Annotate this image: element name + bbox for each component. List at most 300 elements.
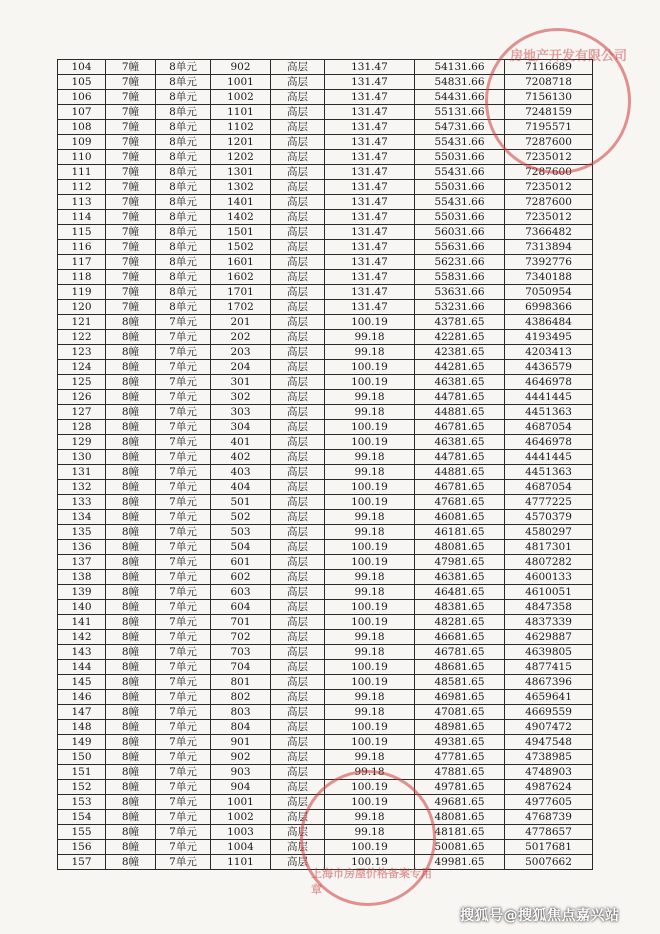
row-number-cell: 116 bbox=[58, 240, 106, 255]
unit-cell: 7单元 bbox=[156, 735, 211, 750]
type-cell: 高层 bbox=[271, 210, 325, 225]
row-number-cell: 138 bbox=[58, 570, 106, 585]
table-row bbox=[58, 375, 593, 390]
type-cell: 高层 bbox=[271, 660, 325, 675]
unit-price-cell: 44881.65 bbox=[415, 465, 505, 480]
unit-price-cell: 47981.65 bbox=[415, 555, 505, 570]
building-cell: 8幢 bbox=[106, 510, 156, 525]
type-cell: 高层 bbox=[271, 270, 325, 285]
table-row bbox=[58, 480, 593, 495]
row-number-cell: 141 bbox=[58, 615, 106, 630]
room-number-cell: 604 bbox=[211, 600, 271, 615]
room-number-cell: 1301 bbox=[211, 165, 271, 180]
building-cell: 8幢 bbox=[106, 345, 156, 360]
total-price-cell: 7116689 bbox=[505, 60, 593, 75]
unit-price-cell: 54431.66 bbox=[415, 90, 505, 105]
row-number-cell: 114 bbox=[58, 210, 106, 225]
table-row bbox=[58, 210, 593, 225]
table-row bbox=[58, 855, 593, 870]
area-cell: 100.19 bbox=[325, 660, 415, 675]
unit-price-cell: 55831.66 bbox=[415, 270, 505, 285]
room-number-cell: 501 bbox=[211, 495, 271, 510]
unit-cell: 8单元 bbox=[156, 165, 211, 180]
room-number-cell: 801 bbox=[211, 675, 271, 690]
unit-price-cell: 55031.66 bbox=[415, 150, 505, 165]
type-cell: 高层 bbox=[271, 750, 325, 765]
total-price-cell: 4646978 bbox=[505, 435, 593, 450]
building-cell: 7幢 bbox=[106, 210, 156, 225]
total-price-cell: 4837339 bbox=[505, 615, 593, 630]
type-cell: 高层 bbox=[271, 75, 325, 90]
area-cell: 131.47 bbox=[325, 150, 415, 165]
table-row bbox=[58, 600, 593, 615]
unit-cell: 7单元 bbox=[156, 645, 211, 660]
total-price-cell: 4203413 bbox=[505, 345, 593, 360]
unit-price-cell: 44881.65 bbox=[415, 405, 505, 420]
unit-cell: 8单元 bbox=[156, 270, 211, 285]
table-row bbox=[58, 135, 593, 150]
total-price-cell: 4907472 bbox=[505, 720, 593, 735]
area-cell: 131.47 bbox=[325, 270, 415, 285]
unit-cell: 7单元 bbox=[156, 750, 211, 765]
unit-price-cell: 50081.65 bbox=[415, 840, 505, 855]
total-price-cell: 4580297 bbox=[505, 525, 593, 540]
table-row bbox=[58, 195, 593, 210]
unit-price-cell: 53231.66 bbox=[415, 300, 505, 315]
room-number-cell: 1101 bbox=[211, 855, 271, 870]
price-table bbox=[57, 59, 593, 870]
unit-cell: 7单元 bbox=[156, 330, 211, 345]
unit-cell: 7单元 bbox=[156, 690, 211, 705]
unit-price-cell: 42381.65 bbox=[415, 345, 505, 360]
total-price-cell: 7392776 bbox=[505, 255, 593, 270]
room-number-cell: 1501 bbox=[211, 225, 271, 240]
type-cell: 高层 bbox=[271, 375, 325, 390]
building-cell: 8幢 bbox=[106, 780, 156, 795]
area-cell: 100.19 bbox=[325, 675, 415, 690]
unit-price-cell: 46381.65 bbox=[415, 435, 505, 450]
table-row bbox=[58, 420, 593, 435]
type-cell: 高层 bbox=[271, 435, 325, 450]
type-cell: 高层 bbox=[271, 120, 325, 135]
row-number-cell: 109 bbox=[58, 135, 106, 150]
row-number-cell: 145 bbox=[58, 675, 106, 690]
row-number-cell: 130 bbox=[58, 450, 106, 465]
room-number-cell: 701 bbox=[211, 615, 271, 630]
area-cell: 131.47 bbox=[325, 195, 415, 210]
unit-price-cell: 54131.66 bbox=[415, 60, 505, 75]
total-price-cell: 4687054 bbox=[505, 480, 593, 495]
room-number-cell: 302 bbox=[211, 390, 271, 405]
unit-cell: 7单元 bbox=[156, 675, 211, 690]
building-cell: 8幢 bbox=[106, 735, 156, 750]
row-number-cell: 134 bbox=[58, 510, 106, 525]
type-cell: 高层 bbox=[271, 390, 325, 405]
total-price-cell: 7366482 bbox=[505, 225, 593, 240]
table-row bbox=[58, 300, 593, 315]
area-cell: 100.19 bbox=[325, 495, 415, 510]
area-cell: 99.18 bbox=[325, 510, 415, 525]
row-number-cell: 129 bbox=[58, 435, 106, 450]
type-cell: 高层 bbox=[271, 60, 325, 75]
area-cell: 131.47 bbox=[325, 300, 415, 315]
building-cell: 8幢 bbox=[106, 450, 156, 465]
row-number-cell: 126 bbox=[58, 390, 106, 405]
row-number-cell: 152 bbox=[58, 780, 106, 795]
building-cell: 8幢 bbox=[106, 435, 156, 450]
table-row bbox=[58, 120, 593, 135]
room-number-cell: 201 bbox=[211, 315, 271, 330]
area-cell: 99.18 bbox=[325, 465, 415, 480]
total-price-cell: 4669559 bbox=[505, 705, 593, 720]
row-number-cell: 127 bbox=[58, 405, 106, 420]
room-number-cell: 1004 bbox=[211, 840, 271, 855]
total-price-cell: 4600133 bbox=[505, 570, 593, 585]
total-price-cell: 4777225 bbox=[505, 495, 593, 510]
table-row bbox=[58, 705, 593, 720]
row-number-cell: 112 bbox=[58, 180, 106, 195]
watermark: 搜狐号@搜狐焦点嘉兴站 bbox=[460, 908, 620, 924]
room-number-cell: 703 bbox=[211, 645, 271, 660]
unit-price-cell: 56031.66 bbox=[415, 225, 505, 240]
row-number-cell: 146 bbox=[58, 690, 106, 705]
room-number-cell: 1302 bbox=[211, 180, 271, 195]
area-cell: 131.47 bbox=[325, 120, 415, 135]
row-number-cell: 108 bbox=[58, 120, 106, 135]
building-cell: 8幢 bbox=[106, 765, 156, 780]
area-cell: 100.19 bbox=[325, 435, 415, 450]
unit-price-cell: 49981.65 bbox=[415, 855, 505, 870]
area-cell: 99.18 bbox=[325, 705, 415, 720]
building-cell: 8幢 bbox=[106, 600, 156, 615]
unit-cell: 7单元 bbox=[156, 435, 211, 450]
room-number-cell: 904 bbox=[211, 780, 271, 795]
area-cell: 100.19 bbox=[325, 480, 415, 495]
total-price-cell: 7248159 bbox=[505, 105, 593, 120]
type-cell: 高层 bbox=[271, 765, 325, 780]
total-price-cell: 4778657 bbox=[505, 825, 593, 840]
room-number-cell: 504 bbox=[211, 540, 271, 555]
area-cell: 99.18 bbox=[325, 825, 415, 840]
unit-cell: 7单元 bbox=[156, 765, 211, 780]
room-number-cell: 1002 bbox=[211, 810, 271, 825]
row-number-cell: 105 bbox=[58, 75, 106, 90]
room-number-cell: 1402 bbox=[211, 210, 271, 225]
total-price-cell: 4847358 bbox=[505, 600, 593, 615]
building-cell: 8幢 bbox=[106, 705, 156, 720]
area-cell: 99.18 bbox=[325, 390, 415, 405]
area-cell: 100.19 bbox=[325, 555, 415, 570]
table-row bbox=[58, 795, 593, 810]
room-number-cell: 1602 bbox=[211, 270, 271, 285]
building-cell: 8幢 bbox=[106, 585, 156, 600]
building-cell: 8幢 bbox=[106, 525, 156, 540]
area-cell: 100.19 bbox=[325, 420, 415, 435]
total-price-cell: 4386484 bbox=[505, 315, 593, 330]
total-price-cell: 4610051 bbox=[505, 585, 593, 600]
table-row bbox=[58, 570, 593, 585]
building-cell: 8幢 bbox=[106, 480, 156, 495]
type-cell: 高层 bbox=[271, 135, 325, 150]
area-cell: 131.47 bbox=[325, 255, 415, 270]
unit-cell: 7单元 bbox=[156, 660, 211, 675]
unit-cell: 8单元 bbox=[156, 120, 211, 135]
table-row bbox=[58, 690, 593, 705]
type-cell: 高层 bbox=[271, 360, 325, 375]
building-cell: 8幢 bbox=[106, 840, 156, 855]
total-price-cell: 7287600 bbox=[505, 165, 593, 180]
building-cell: 8幢 bbox=[106, 855, 156, 870]
area-cell: 100.19 bbox=[325, 795, 415, 810]
unit-price-cell: 48681.65 bbox=[415, 660, 505, 675]
row-number-cell: 118 bbox=[58, 270, 106, 285]
building-cell: 8幢 bbox=[106, 375, 156, 390]
area-cell: 100.19 bbox=[325, 840, 415, 855]
unit-cell: 8单元 bbox=[156, 195, 211, 210]
row-number-cell: 149 bbox=[58, 735, 106, 750]
area-cell: 131.47 bbox=[325, 180, 415, 195]
table-row bbox=[58, 840, 593, 855]
unit-price-cell: 44281.65 bbox=[415, 360, 505, 375]
unit-price-cell: 55431.66 bbox=[415, 195, 505, 210]
area-cell: 100.19 bbox=[325, 360, 415, 375]
total-price-cell: 7050954 bbox=[505, 285, 593, 300]
table-row bbox=[58, 390, 593, 405]
total-price-cell: 4738985 bbox=[505, 750, 593, 765]
row-number-cell: 151 bbox=[58, 765, 106, 780]
building-cell: 7幢 bbox=[106, 120, 156, 135]
unit-price-cell: 55131.66 bbox=[415, 105, 505, 120]
table-row bbox=[58, 270, 593, 285]
row-number-cell: 119 bbox=[58, 285, 106, 300]
building-cell: 7幢 bbox=[106, 135, 156, 150]
building-cell: 7幢 bbox=[106, 150, 156, 165]
unit-price-cell: 49681.65 bbox=[415, 795, 505, 810]
unit-cell: 7单元 bbox=[156, 375, 211, 390]
building-cell: 8幢 bbox=[106, 420, 156, 435]
total-price-cell: 4639805 bbox=[505, 645, 593, 660]
building-cell: 7幢 bbox=[106, 270, 156, 285]
type-cell: 高层 bbox=[271, 345, 325, 360]
building-cell: 7幢 bbox=[106, 180, 156, 195]
unit-cell: 7单元 bbox=[156, 450, 211, 465]
building-cell: 8幢 bbox=[106, 615, 156, 630]
unit-price-cell: 46781.65 bbox=[415, 480, 505, 495]
unit-cell: 7单元 bbox=[156, 465, 211, 480]
unit-cell: 7单元 bbox=[156, 615, 211, 630]
total-price-cell: 4987624 bbox=[505, 780, 593, 795]
unit-price-cell: 54831.66 bbox=[415, 75, 505, 90]
building-cell: 8幢 bbox=[106, 495, 156, 510]
type-cell: 高层 bbox=[271, 180, 325, 195]
unit-cell: 7单元 bbox=[156, 720, 211, 735]
table-row bbox=[58, 75, 593, 90]
building-cell: 8幢 bbox=[106, 330, 156, 345]
type-cell: 高层 bbox=[271, 630, 325, 645]
row-number-cell: 133 bbox=[58, 495, 106, 510]
row-number-cell: 140 bbox=[58, 600, 106, 615]
row-number-cell: 155 bbox=[58, 825, 106, 840]
row-number-cell: 148 bbox=[58, 720, 106, 735]
area-cell: 100.19 bbox=[325, 735, 415, 750]
table-row bbox=[58, 165, 593, 180]
total-price-cell: 4629887 bbox=[505, 630, 593, 645]
total-price-cell: 4436579 bbox=[505, 360, 593, 375]
unit-cell: 7单元 bbox=[156, 705, 211, 720]
unit-cell: 7单元 bbox=[156, 810, 211, 825]
unit-price-cell: 48081.65 bbox=[415, 810, 505, 825]
unit-price-cell: 55031.66 bbox=[415, 180, 505, 195]
row-number-cell: 110 bbox=[58, 150, 106, 165]
building-cell: 8幢 bbox=[106, 465, 156, 480]
room-number-cell: 602 bbox=[211, 570, 271, 585]
room-number-cell: 1701 bbox=[211, 285, 271, 300]
unit-cell: 7单元 bbox=[156, 570, 211, 585]
total-price-cell: 5017681 bbox=[505, 840, 593, 855]
room-number-cell: 1202 bbox=[211, 150, 271, 165]
building-cell: 8幢 bbox=[106, 825, 156, 840]
unit-cell: 7单元 bbox=[156, 510, 211, 525]
area-cell: 131.47 bbox=[325, 90, 415, 105]
building-cell: 8幢 bbox=[106, 750, 156, 765]
type-cell: 高层 bbox=[271, 165, 325, 180]
room-number-cell: 204 bbox=[211, 360, 271, 375]
type-cell: 高层 bbox=[271, 465, 325, 480]
total-price-cell: 4193495 bbox=[505, 330, 593, 345]
unit-cell: 8单元 bbox=[156, 90, 211, 105]
table-row bbox=[58, 810, 593, 825]
table-row bbox=[58, 780, 593, 795]
area-cell: 100.19 bbox=[325, 615, 415, 630]
row-number-cell: 123 bbox=[58, 345, 106, 360]
room-number-cell: 902 bbox=[211, 60, 271, 75]
unit-cell: 8单元 bbox=[156, 135, 211, 150]
unit-cell: 7单元 bbox=[156, 390, 211, 405]
total-price-cell: 7195571 bbox=[505, 120, 593, 135]
unit-price-cell: 55631.66 bbox=[415, 240, 505, 255]
type-cell: 高层 bbox=[271, 150, 325, 165]
unit-price-cell: 49781.65 bbox=[415, 780, 505, 795]
unit-price-cell: 46681.65 bbox=[415, 630, 505, 645]
area-cell: 100.19 bbox=[325, 720, 415, 735]
building-cell: 8幢 bbox=[106, 660, 156, 675]
table-row bbox=[58, 285, 593, 300]
type-cell: 高层 bbox=[271, 225, 325, 240]
table-row bbox=[58, 630, 593, 645]
room-number-cell: 203 bbox=[211, 345, 271, 360]
type-cell: 高层 bbox=[271, 510, 325, 525]
unit-cell: 7单元 bbox=[156, 600, 211, 615]
row-number-cell: 107 bbox=[58, 105, 106, 120]
unit-cell: 8单元 bbox=[156, 60, 211, 75]
unit-price-cell: 42281.65 bbox=[415, 330, 505, 345]
unit-cell: 8单元 bbox=[156, 285, 211, 300]
area-cell: 99.18 bbox=[325, 405, 415, 420]
type-cell: 高层 bbox=[271, 840, 325, 855]
type-cell: 高层 bbox=[271, 555, 325, 570]
unit-cell: 7单元 bbox=[156, 780, 211, 795]
table-row bbox=[58, 240, 593, 255]
type-cell: 高层 bbox=[271, 285, 325, 300]
row-number-cell: 117 bbox=[58, 255, 106, 270]
row-number-cell: 104 bbox=[58, 60, 106, 75]
type-cell: 高层 bbox=[271, 675, 325, 690]
type-cell: 高层 bbox=[271, 600, 325, 615]
unit-price-cell: 54731.66 bbox=[415, 120, 505, 135]
unit-cell: 7单元 bbox=[156, 405, 211, 420]
room-number-cell: 601 bbox=[211, 555, 271, 570]
unit-price-cell: 47881.65 bbox=[415, 765, 505, 780]
row-number-cell: 153 bbox=[58, 795, 106, 810]
type-cell: 高层 bbox=[271, 735, 325, 750]
area-cell: 131.47 bbox=[325, 165, 415, 180]
row-number-cell: 125 bbox=[58, 375, 106, 390]
building-cell: 8幢 bbox=[106, 795, 156, 810]
table-row bbox=[58, 645, 593, 660]
area-cell: 100.19 bbox=[325, 600, 415, 615]
area-cell: 131.47 bbox=[325, 75, 415, 90]
total-price-cell: 4451363 bbox=[505, 405, 593, 420]
table-row bbox=[58, 450, 593, 465]
building-cell: 7幢 bbox=[106, 225, 156, 240]
unit-cell: 8单元 bbox=[156, 225, 211, 240]
building-cell: 8幢 bbox=[106, 675, 156, 690]
type-cell: 高层 bbox=[271, 105, 325, 120]
row-number-cell: 106 bbox=[58, 90, 106, 105]
row-number-cell: 150 bbox=[58, 750, 106, 765]
row-number-cell: 142 bbox=[58, 630, 106, 645]
room-number-cell: 404 bbox=[211, 480, 271, 495]
table-row bbox=[58, 720, 593, 735]
unit-price-cell: 53631.66 bbox=[415, 285, 505, 300]
row-number-cell: 147 bbox=[58, 705, 106, 720]
table-row bbox=[58, 735, 593, 750]
table-row bbox=[58, 465, 593, 480]
unit-price-cell: 46381.65 bbox=[415, 375, 505, 390]
area-cell: 99.18 bbox=[325, 750, 415, 765]
type-cell: 高层 bbox=[271, 405, 325, 420]
total-price-cell: 7287600 bbox=[505, 195, 593, 210]
unit-cell: 7单元 bbox=[156, 585, 211, 600]
room-number-cell: 803 bbox=[211, 705, 271, 720]
unit-price-cell: 46181.65 bbox=[415, 525, 505, 540]
unit-cell: 7单元 bbox=[156, 480, 211, 495]
building-cell: 8幢 bbox=[106, 390, 156, 405]
room-number-cell: 902 bbox=[211, 750, 271, 765]
table-row bbox=[58, 540, 593, 555]
building-cell: 8幢 bbox=[106, 405, 156, 420]
type-cell: 高层 bbox=[271, 90, 325, 105]
type-cell: 高层 bbox=[271, 855, 325, 870]
room-number-cell: 1001 bbox=[211, 75, 271, 90]
row-number-cell: 144 bbox=[58, 660, 106, 675]
unit-cell: 8单元 bbox=[156, 210, 211, 225]
room-number-cell: 1002 bbox=[211, 90, 271, 105]
table-row bbox=[58, 330, 593, 345]
type-cell: 高层 bbox=[271, 795, 325, 810]
area-cell: 99.18 bbox=[325, 570, 415, 585]
unit-price-cell: 55431.66 bbox=[415, 135, 505, 150]
unit-cell: 7单元 bbox=[156, 345, 211, 360]
area-cell: 100.19 bbox=[325, 855, 415, 870]
type-cell: 高层 bbox=[271, 720, 325, 735]
unit-price-cell: 46481.65 bbox=[415, 585, 505, 600]
unit-price-cell: 46781.65 bbox=[415, 645, 505, 660]
type-cell: 高层 bbox=[271, 195, 325, 210]
room-number-cell: 303 bbox=[211, 405, 271, 420]
total-price-cell: 7235012 bbox=[505, 150, 593, 165]
building-cell: 8幢 bbox=[106, 690, 156, 705]
